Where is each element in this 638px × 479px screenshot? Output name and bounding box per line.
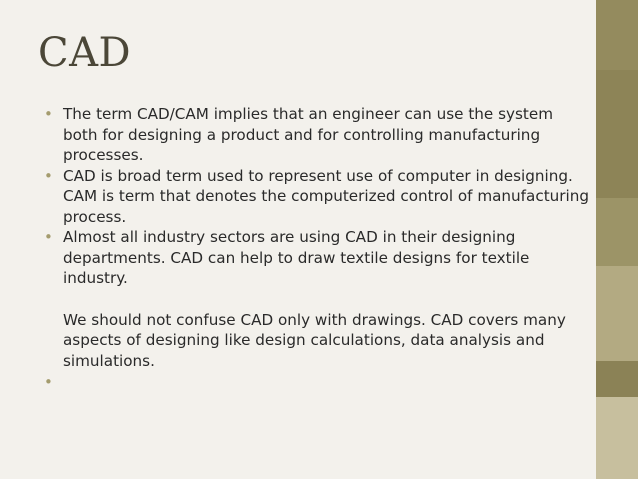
bullet-text: The term CAD/CAM implies that an engineer can use the system both for designing a product and for controlling manufacturing processes. <box>63 105 554 164</box>
decorative-side-bar <box>596 0 638 479</box>
slide-title: CAD <box>38 30 132 76</box>
bullet-text <box>63 372 592 393</box>
bullet-dot-icon: • <box>44 228 53 246</box>
bullet-item <box>44 227 592 371</box>
side-bar-segment <box>596 0 638 70</box>
bullet-item-empty <box>44 372 592 393</box>
bullet-dot-icon: • <box>44 105 53 123</box>
bullet-dot-icon: • <box>44 166 53 185</box>
side-bar-segment <box>596 361 638 397</box>
bullet-item <box>44 166 592 228</box>
bullet-text: Almost all industry sectors are using CAD in their designing departments. CAD can help to draw textile designs for textile industry. <box>63 228 530 287</box>
bullet-list <box>44 104 592 393</box>
side-bar-segment <box>596 397 638 479</box>
bullet-dot-icon: • <box>44 373 53 391</box>
side-bar-segment <box>596 70 638 198</box>
side-bar-segment <box>596 266 638 361</box>
bullet-item <box>44 104 592 166</box>
bullet-text-continued: We should not confuse CAD only with drawings. CAD covers many aspects of designing like design calculations, data analysis and simulations. <box>63 310 566 370</box>
bullet-text: CAD is broad term used to represent use of computer in designing. CAM is term that denotes the computerized control of manufacturing process. <box>63 166 590 226</box>
side-bar-segment <box>596 198 638 266</box>
paragraph-gap <box>63 289 592 310</box>
